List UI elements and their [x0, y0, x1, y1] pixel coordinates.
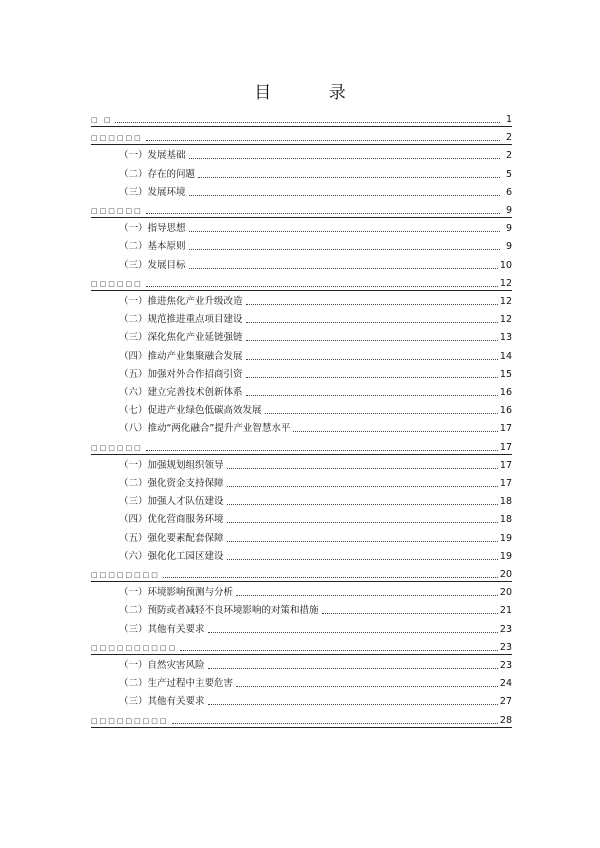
toc-section-row[interactable]: [91, 672, 512, 690]
toc-page-number: 17: [499, 478, 512, 489]
toc-entry-label: （六）强化化工园区建设: [119, 550, 224, 562]
toc-section-row[interactable]: [91, 308, 512, 326]
toc-section-row[interactable]: [91, 217, 512, 235]
toc-dot-leader: [146, 450, 498, 451]
toc-dot-leader: [227, 486, 498, 487]
toc-dot-leader: [293, 431, 498, 432]
toc-section-row[interactable]: [91, 399, 512, 417]
toc-dot-leader: [189, 158, 500, 159]
toc-entry-label: （七）促进产业绿色低碳高效发展: [119, 405, 262, 417]
toc-dot-leader: [146, 140, 500, 141]
toc-section-row[interactable]: [91, 144, 512, 162]
toc-dot-leader: [246, 395, 498, 396]
toc-dot-leader: [246, 359, 498, 360]
toc-page-number: 19: [499, 550, 512, 562]
toc-entry-label: （三）发展目标: [119, 259, 186, 271]
toc-section-row[interactable]: [91, 163, 512, 181]
toc-entry-label: （八）推动“两化融合”提升产业智慧水平: [119, 423, 291, 435]
toc-title: 目 录: [254, 83, 372, 103]
toc-chapter-row[interactable]: [91, 199, 512, 218]
toc-page-number: 14: [499, 350, 512, 362]
toc-dot-leader: [180, 650, 498, 651]
toc-dot-leader: [172, 723, 498, 724]
toc-page-number: 1: [505, 114, 512, 125]
toc-entry-label: □□□□□□□□: [91, 571, 160, 579]
toc-page-number: 17: [499, 459, 512, 471]
toc-entry-label: （二）规范推进重点项目建设: [119, 314, 243, 326]
toc-entry-label: （二）强化资金支持保障: [119, 478, 224, 489]
toc-section-row[interactable]: [91, 254, 512, 272]
toc-page-number: 20: [499, 587, 512, 599]
toc-dot-leader: [227, 468, 498, 469]
toc-page-number: 20: [499, 569, 512, 580]
toc-section-row[interactable]: [91, 235, 512, 253]
toc-entry-label: （一）推进焦化产业升级改造: [119, 296, 243, 307]
toc-section-row[interactable]: [91, 290, 512, 308]
toc-page-number: 9: [505, 205, 512, 216]
toc-dot-leader: [246, 322, 498, 323]
toc-dot-leader: [208, 632, 498, 633]
toc-dot-leader: [208, 668, 498, 669]
toc-dot-leader: [115, 122, 500, 123]
toc-section-row[interactable]: [91, 454, 512, 472]
toc-page-number: 18: [499, 514, 512, 526]
toc-dot-leader: [246, 377, 498, 378]
toc-page-number: 12: [499, 296, 512, 307]
toc-section-row[interactable]: [91, 527, 512, 545]
toc-entry-label: （六）建立完善技术创新体系: [119, 387, 243, 398]
toc-dot-leader: [189, 231, 500, 232]
toc-page-number: 9: [505, 241, 512, 253]
toc-dot-leader: [322, 613, 498, 614]
toc-section-row[interactable]: [91, 618, 512, 636]
toc-entry-label: （四）推动产业集聚融合发展: [119, 350, 243, 362]
toc-chapter-row[interactable]: [91, 126, 512, 145]
toc-dot-leader: [208, 704, 498, 705]
toc-page-number: 18: [499, 496, 512, 508]
toc-section-row[interactable]: [91, 345, 512, 363]
toc-dot-leader: [189, 249, 500, 250]
toc-page-number: 12: [499, 277, 512, 289]
toc-section-row[interactable]: [91, 181, 512, 199]
toc-page-number: 17: [499, 441, 512, 453]
toc-section-row[interactable]: [91, 326, 512, 344]
toc-entry-label: （二）生产过程中主要危害: [119, 678, 234, 690]
toc-section-row[interactable]: [91, 490, 512, 508]
toc-entry-label: （五）强化要素配套保障: [119, 532, 224, 544]
toc-entry-label: （三）加强人才队伍建设: [119, 496, 224, 508]
toc-page-number: 6: [505, 186, 512, 198]
toc-dot-leader: [198, 177, 500, 178]
toc-chapter-row[interactable]: [91, 563, 512, 582]
toc-chapter-row[interactable]: [91, 636, 512, 655]
toc-page-number: 5: [505, 168, 512, 180]
toc-dot-leader: [163, 577, 498, 578]
toc-section-row[interactable]: [91, 545, 512, 563]
toc-section-row[interactable]: [91, 690, 512, 708]
toc-section-row[interactable]: [91, 654, 512, 672]
toc-dot-leader: [236, 595, 498, 596]
toc-dot-leader: [265, 413, 498, 414]
toc-entry-label: （五）加强对外合作招商引资: [119, 368, 243, 380]
toc-section-row[interactable]: [91, 581, 512, 599]
toc-entry-label: （一）加强规划组织领导: [119, 459, 224, 471]
toc-dot-leader: [246, 340, 498, 341]
toc-chapter-row[interactable]: [91, 709, 512, 728]
toc-page-number: 19: [499, 532, 512, 544]
toc-dot-leader: [227, 541, 498, 542]
toc-entry-label: （三）其他有关要求: [119, 623, 205, 635]
toc-section-row[interactable]: [91, 472, 512, 490]
toc-dot-leader: [189, 268, 498, 269]
toc-page-number: 16: [499, 405, 512, 417]
toc-page-number: 16: [499, 387, 512, 398]
toc-page-number: 13: [499, 332, 512, 344]
toc-entry-label: （二）存在的问题: [119, 168, 196, 180]
toc-section-row[interactable]: [91, 508, 512, 526]
toc-chapter-row[interactable]: [91, 272, 512, 291]
toc-entry-label: □□□□□□: [91, 207, 143, 215]
toc-section-row[interactable]: [91, 363, 512, 381]
toc-entry-label: （三）发展环境: [119, 186, 186, 198]
toc-dot-leader: [189, 195, 500, 196]
toc-page-number: 28: [499, 714, 512, 726]
toc-dot-leader: [236, 686, 498, 687]
toc-page-number: 17: [499, 423, 512, 435]
toc-page-number: 23: [499, 623, 512, 635]
toc-entry-label: （一）发展基础: [119, 150, 186, 162]
toc-page-number: 24: [499, 678, 512, 690]
toc-entry-label: （二）基本原则: [119, 241, 186, 253]
toc-page-number: 9: [505, 223, 512, 235]
toc-entry-label: （三）其他有关要求: [119, 696, 205, 708]
toc-entry-label: （二）预防或者减轻不良环境影响的对策和措施: [119, 605, 319, 617]
toc-section-row[interactable]: [91, 381, 512, 399]
toc-dot-leader: [146, 286, 498, 287]
toc-entry-label: （四）优化营商服务环境: [119, 514, 224, 526]
toc-entry-label: □□□□□□□□□□: [91, 643, 178, 652]
toc-entry-label: （一）环境影响预测与分析: [119, 587, 234, 599]
toc-page-number: 23: [499, 660, 512, 671]
toc-entry-label: （一）自然灾害风险: [119, 660, 205, 671]
toc-chapter-row[interactable]: [91, 108, 512, 127]
toc-section-row[interactable]: [91, 417, 512, 435]
toc-dot-leader: [227, 522, 498, 523]
toc-page-number: 2: [505, 132, 512, 144]
toc-entry-label: （一）指导思想: [119, 223, 186, 235]
toc-entry-label: □□□□□□: [91, 279, 143, 288]
toc-entry-label: □□□□□□□□□: [91, 716, 169, 725]
toc-entry-label: （三）深化焦化产业延链强链: [119, 332, 243, 344]
toc-entry-label: □□□□□□: [91, 134, 143, 143]
toc-page-number: 27: [499, 696, 512, 708]
toc-page-number: 15: [499, 368, 512, 380]
toc-section-row[interactable]: [91, 599, 512, 617]
toc-dot-leader: [227, 504, 498, 505]
toc-entry-label: □□□□□□: [91, 443, 143, 452]
toc-entry-label: □ □: [91, 116, 113, 124]
toc-dot-leader: [246, 304, 498, 305]
toc-page-number: 10: [499, 259, 512, 271]
toc-page-number: 2: [505, 150, 512, 162]
toc-chapter-row[interactable]: [91, 436, 512, 455]
toc-dot-leader: [146, 213, 500, 214]
toc-page-number: 23: [499, 641, 512, 653]
toc-dot-leader: [227, 559, 498, 560]
toc-page-number: 21: [499, 605, 512, 617]
toc-page-number: 12: [499, 314, 512, 326]
